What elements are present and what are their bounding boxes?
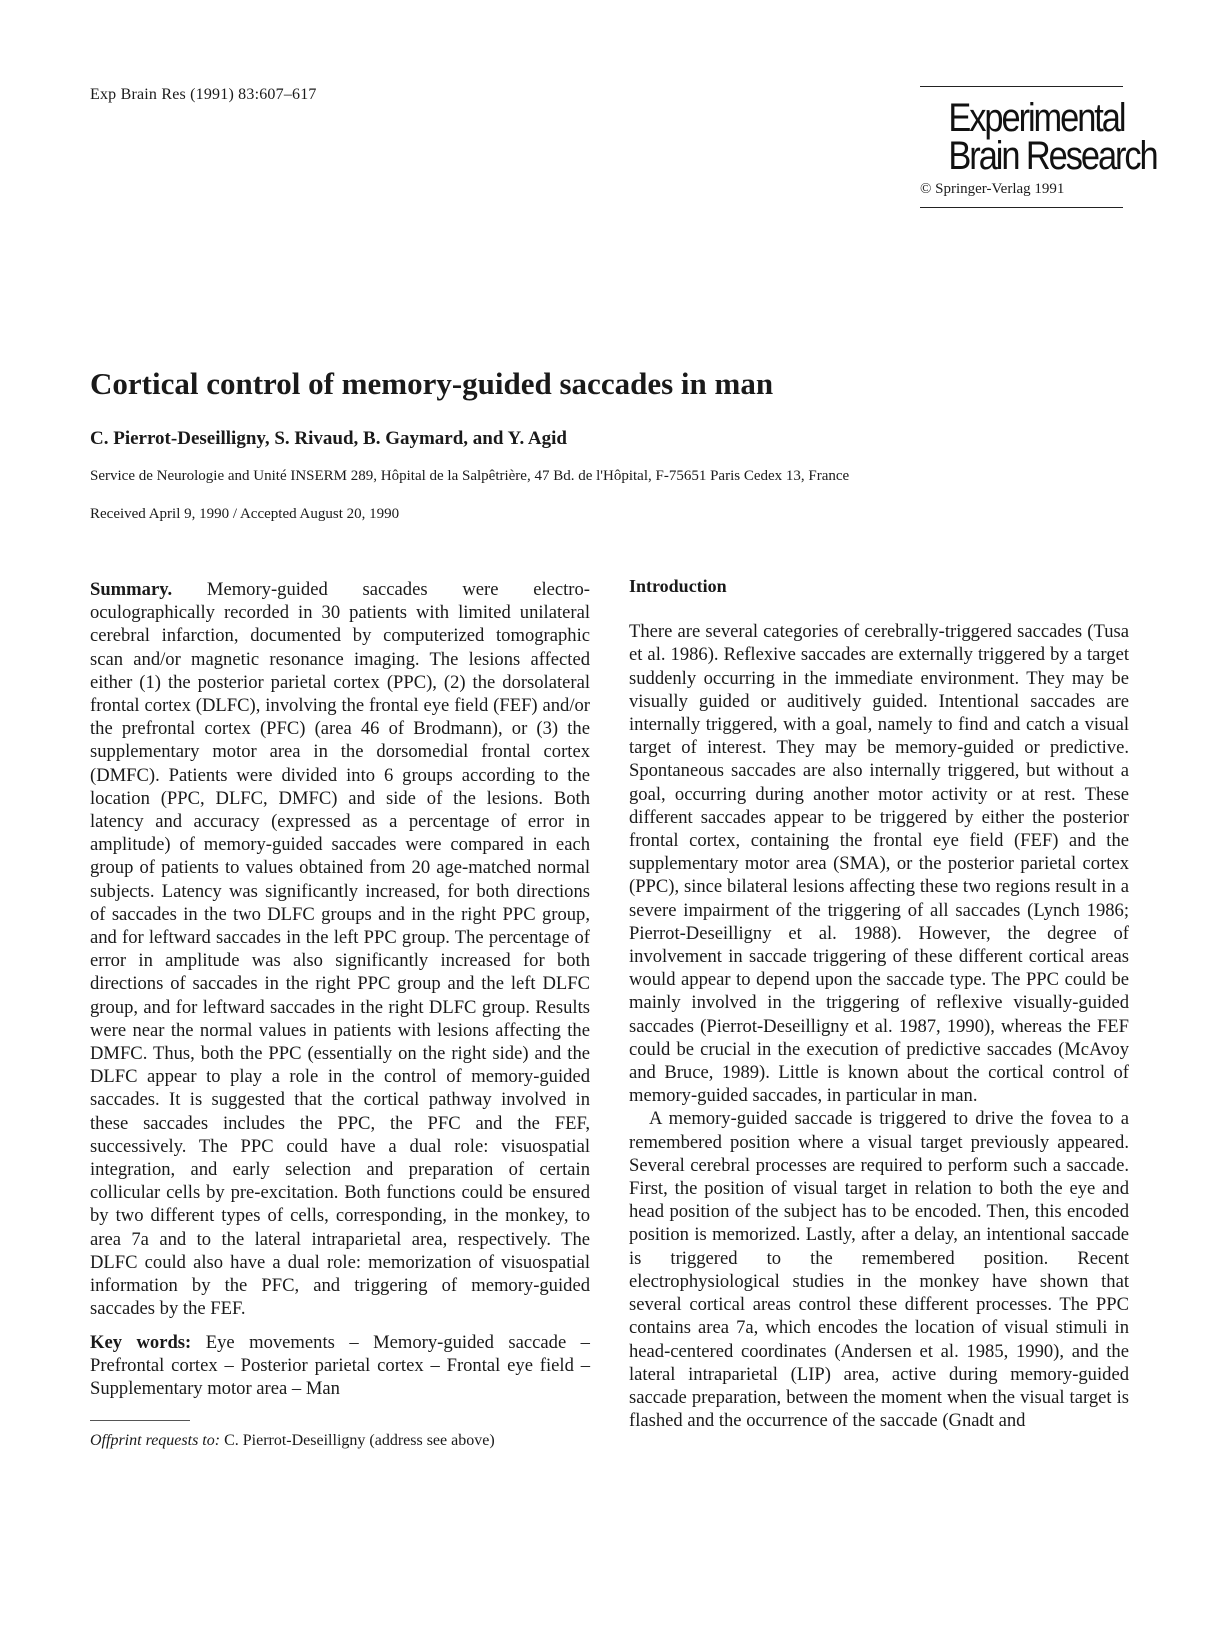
right-column — [629, 575, 1129, 1432]
author-affiliation: Service de Neurologie and Unité INSERM 289, Hôpital de la Salpêtrière, 47 Bd. de l'Hôpital, F-75651 Paris Cedex 13, France — [90, 468, 850, 484]
journal-logo-block — [920, 86, 1157, 208]
summary-paragraph — [90, 578, 590, 1321]
summary-text: Memory-guided saccades were electro-oculographically recorded in 30 patients with limited unilateral cerebral infarction, documented by computerized tomographic scan and/or magnetic resonance imaging. The lesions affected either (1) the posterior parietal cortex (PPC), (2) the dorsolateral frontal cortex (DLFC), involving the frontal eye field (FEF) and/or the prefrontal cortex (PFC) (area 46 of Brodmann), or (3) the supplementary motor area in the dorsomedial frontal cortex (DMFC). Patients were divided into 6 groups according to the location (PPC, DLFC, DMFC) and side of the lesions. Both latency and accuracy (expressed as a percentage of error in amplitude) of memory-guided saccades were compared in each group of patients to values obtained from 20 age-matched normal subjects. Latency was significantly increased, for both directions of saccades in the two DLFC groups and in the right PPC group, and for leftward saccades in the left PPC group. The percentage of error in amplitude was also significantly increased for both directions of saccades in the right PPC group and the left DLFC group, and for leftward saccades in the right DLFC group. Results were near the normal values in patients with lesions affecting the DMFC. Thus, both the PPC (essentially on the right side) and the DLFC appear to play a role in the control of memory-guided saccades. It is suggested that the cortical pathway involved in these saccades includes the PPC, the PFC and the FEF, successively. The PPC could have a dual role: visuospatial integration, and early selection and preparation of certain collicular cells by pre-excitation. Both functions could be ensured by two different types of cells, corresponding, in the monkey, to area 7a and to the lateral intraparietal area, respectively. The DLFC could also have a dual role: memorization of visuospatial information by the PFC, and triggering of memory-guided saccades by the FEF. — [90, 579, 590, 1320]
keywords-paragraph — [90, 1331, 590, 1401]
copyright: © Springer-Verlag 1991 — [920, 181, 1065, 197]
offprint-note — [90, 1429, 590, 1452]
introduction-heading: Introduction — [629, 576, 727, 596]
journal-citation: Exp Brain Res (1991) 83:607–617 — [90, 86, 317, 103]
offprint-label: Offprint requests to: — [90, 1432, 221, 1450]
left-column — [90, 578, 590, 1452]
article-title: Cortical control of memory-guided saccades in man — [90, 366, 774, 401]
keywords-text: Eye movements – Memory-guided saccade – Prefrontal cortex – Posterior parietal cortex – Frontal eye field – Supplementary motor area – Man — [90, 1331, 590, 1399]
keywords-label: Key words: — [90, 1331, 192, 1353]
journal-logo-line1: Experimental — [948, 96, 1125, 140]
article-authors: C. Pierrot-Deseilligny, S. Rivaud, B. Gaymard, and Y. Agid — [90, 428, 567, 449]
introduction-paragraph-2: A memory-guided saccade is triggered to drive the fovea to a remembered position where a visual target previously appeared. Several cerebral processes are required to perform such a saccade. First, the position of visual target in relation to both the eye and head position of the subject has to be encoded. Then, this encoded position is memorized. Lastly, after a delay, an intentional saccade is triggered to the remembered position. Recent electrophysiological studies in the monkey have shown that several cortical areas control these different processes. The PPC contains area 7a, which encodes the location of visual stimuli in head-centered coordinates (Andersen et al. 1985, 1990), and the lateral intraparietal (LIP) area, active during memory-guided saccade preparation, between the moment when the visual target is flashed and the occurrence of the saccade (Gnadt and — [629, 1108, 1129, 1432]
top-rule — [920, 86, 1123, 87]
footnote-rule — [90, 1420, 190, 1421]
received-accepted-dates: Received April 9, 1990 / Accepted August 20, 1990 — [90, 506, 400, 522]
offprint-text: C. Pierrot-Deseilligny (address see above) — [224, 1432, 495, 1450]
journal-logo — [948, 96, 1157, 178]
bottom-rule — [920, 207, 1123, 208]
journal-logo-line2: Brain Research — [948, 134, 1157, 178]
summary-label: Summary. — [90, 579, 173, 600]
introduction-paragraph-1: There are several categories of cerebrally-triggered saccades (Tusa et al. 1986). Reflexive saccades are externally triggered by a target suddenly occurring in the immediate environment. They may be visually guided or auditively guided. Intentional saccades are internally triggered, with a goal, namely to find and catch a visual target of interest. They may be memory-guided or predictive. Spontaneous saccades are also internally triggered, but without a goal, occurring during another motor activity or at rest. These different saccades appear to be triggered by either the posterior frontal cortex, containing the frontal eye field (FEF) and the supplementary motor area (SMA), or the posterior parietal cortex (PPC), since bilateral lesions affecting these two regions result in a severe impairment of the triggering of all saccades (Lynch 1986; Pierrot-Deseilligny et al. 1988). However, the degree of involvement in saccade triggering of these different cortical areas would appear to depend upon the saccade type. The PPC could be mainly involved in the triggering of reflexive visually-guided saccades (Pierrot-Deseilligny et al. 1987, 1990), whereas the FEF could be crucial in the execution of predictive saccades (McAvoy and Bruce, 1989). Little is known about the cortical control of memory-guided saccades, in particular in man. — [629, 621, 1129, 1107]
